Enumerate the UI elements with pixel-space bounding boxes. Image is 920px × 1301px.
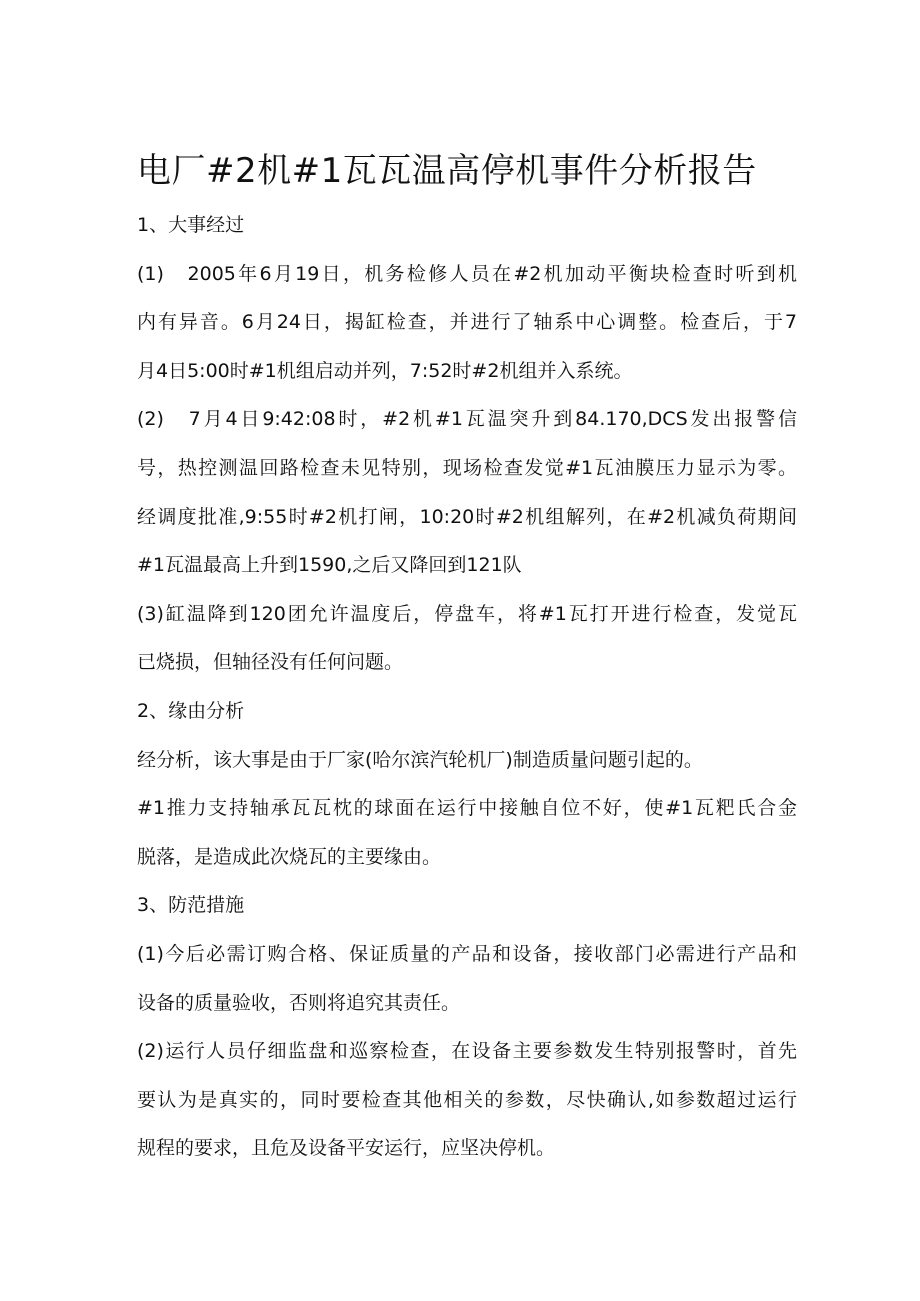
paragraph-line: (1)今后必需订购合格、保证质量的产品和设备，接收部门必需进行产品和 bbox=[137, 942, 797, 965]
paragraph-line: 脱落，是造成此次烧瓦的主要缘由。 bbox=[137, 845, 442, 868]
paragraph-line: #1瓦温最高上升到1590,之后又降回到121队 bbox=[137, 554, 522, 577]
paragraph-line: 要认为是真实的，同时要检查其他相关的参数，尽快确认,如参数超过运行 bbox=[137, 1088, 797, 1111]
document-title: 电厂#2机#1瓦瓦温高停机事件分析报告 bbox=[137, 150, 757, 191]
paragraph-line: (1) 2005年6月19日，机务检修人员在#2机加动平衡块检查时听到机 bbox=[137, 262, 797, 285]
section-heading-1: 1、大事经过 bbox=[137, 214, 245, 236]
paragraph-line: #1推力支持轴承瓦瓦枕的球面在运行中接触自位不好，使#1瓦粑氏合金 bbox=[137, 797, 797, 820]
paragraph-line: 经分析，该大事是由于厂家(哈尔滨汽轮机厂)制造质量问题引起的。 bbox=[137, 748, 703, 771]
section-heading-2: 2、缘由分析 bbox=[137, 699, 245, 722]
paragraph-line: 经调度批准,9:55时#2机打闸，10:20时#2机组解列，在#2机减负荷期间 bbox=[137, 505, 797, 528]
document-body bbox=[137, 201, 797, 1173]
paragraph-line: 设备的质量验收，否则将追究其责任。 bbox=[137, 991, 461, 1014]
paragraph-line: (2)运行人员仔细监盘和巡察检查，在设备主要参数发生特别报警时，首先 bbox=[137, 1040, 797, 1063]
paragraph-line: 已烧损，但轴径没有任何问题。 bbox=[137, 651, 404, 674]
paragraph-line: 号，热控测温回路检查未见特别，现场检查发觉#1瓦油膜压力显示为零。 bbox=[137, 456, 797, 479]
paragraph-line: 月4日5:00时#1机组启动并列，7:52时#2机组并入系统。 bbox=[137, 359, 633, 382]
paragraph-line: (3)缸温降到120团允许温度后，停盘车，将#1瓦打开进行检查，发觉瓦 bbox=[137, 602, 797, 625]
paragraph-line: (2) 7月4日9:42:08时，#2机#1瓦温突升到84.170,DCS发出报警信 bbox=[137, 408, 797, 431]
paragraph-line: 规程的要求，且危及设备平安运行，应坚决停机。 bbox=[137, 1137, 556, 1160]
section-heading-3: 3、防范措施 bbox=[137, 894, 245, 917]
paragraph-line: 内有异音。6月24日，揭缸检查，并进行了轴系中心调整。检查后，于7 bbox=[137, 311, 797, 334]
